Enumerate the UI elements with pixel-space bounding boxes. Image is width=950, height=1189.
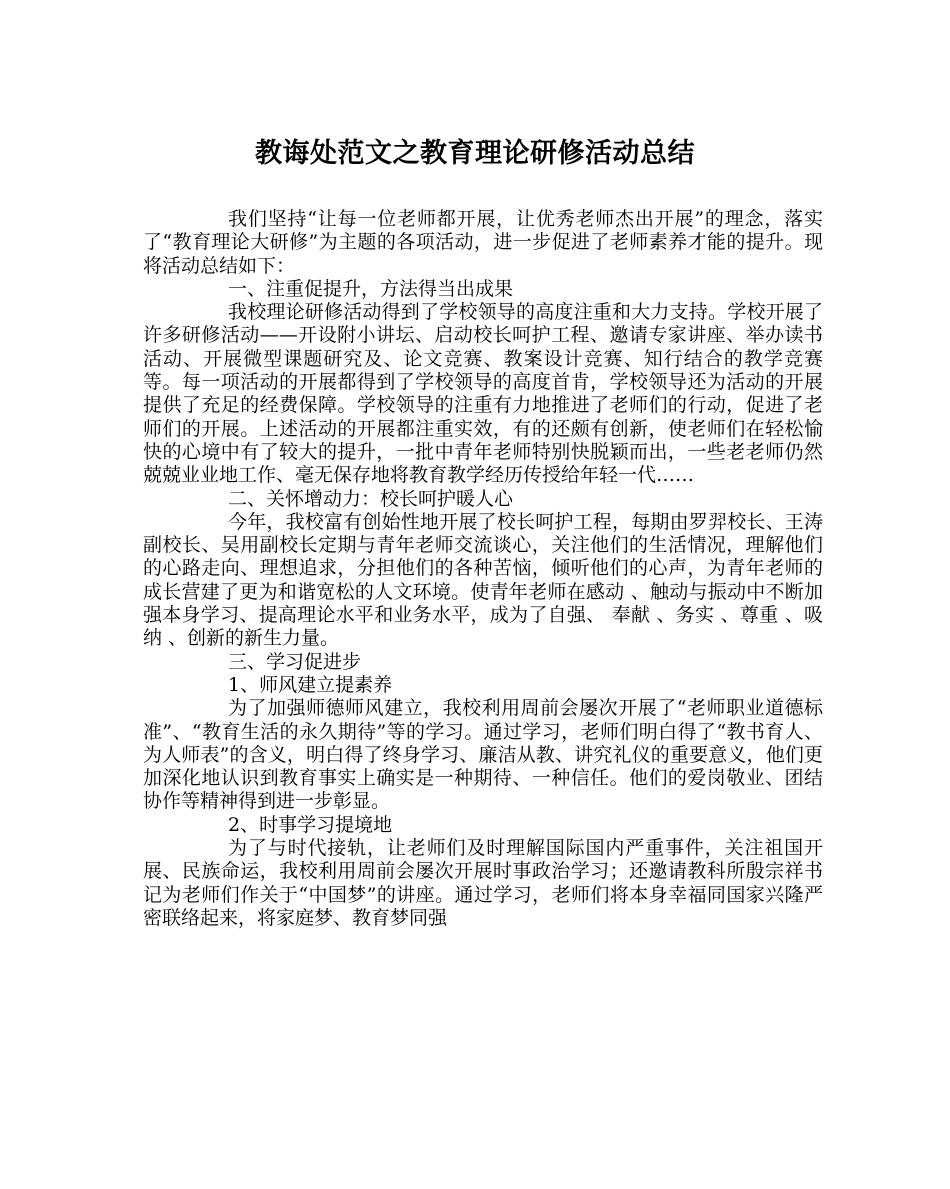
paragraph-subsection-3-1: 为了加强师德师风建立，我校利用周前会屡次开展了“老师职业道德标准”、“教育生活的永久期待”等的学习。通过学习，老师们明白得了“教书育人、为人师表”的含义，明白得了终身学习、廉洁从教、讲究礼仪的重要意义，他们更加深化地认识到教育事实上确实是一种期待、一种信任。他们的爱岗敬业、团结协作等精神得到进一步彰显。 [143, 697, 823, 813]
paragraph-section-1: 我校理论研修活动得到了学校领导的高度注重和大力支持。学校开展了许多研修活动——开设附小讲坛、启动校长呵护工程、邀请专家讲座、举办读书活动、开展微型课题研究及、论文竞赛、教案设计竞赛、知行结合的教学竞赛等。每一项活动的开展都得到了学校领导的高度首肯，学校领导还为活动的开展提供了充足的经费保障。学校领导的注重有力地推进了老师们的行动，促进了老师们的开展。上述活动的开展都注重实效，有的还颇有创新，使老师们在轻松愉快的心境中有了较大的提升，一批中青年老师特别快脱颖而出，一些老老师仍然兢兢业业地工作、毫无保存地将教育教学经历传授给年轻一代…… [143, 301, 823, 487]
subsection-heading-3-2: 2、时事学习提境地 [228, 813, 393, 836]
section-heading-1: 一、注重促提升，方法得当出成果 [228, 277, 514, 300]
document-body [143, 208, 823, 930]
paragraph-subsection-3-2: 为了与时代接轨，让老师们及时理解国际国内严重事件，关注祖国开展、民族命运，我校利用周前会屡次开展时事政治学习；还邀请教科所殷宗祥书记为老师们作关于“中国梦”的讲座。通过学习，老师们将本身幸福同国家兴隆严密联络起来，将家庭梦、教育梦同强 [143, 837, 823, 929]
paragraph-intro: 我们坚持“让每一位老师都开展，让优秀老师杰出开展”的理念，落实了“教育理论大研修”为主题的各项活动，进一步促进了老师素养才能的提升。现将活动总结如下： [143, 208, 823, 277]
section-heading-3: 三、学习促进步 [228, 650, 362, 673]
page-title: 教诲处范文之教育理论研修活动总结 [255, 138, 695, 169]
section-heading-2: 二、关怀增动力：校长呵护暖人心 [228, 487, 514, 510]
paragraph-section-2: 今年，我校富有创始性地开展了校长呵护工程，每期由罗羿校长、王涛副校长、吴用副校长定期与青年老师交流谈心，关注他们的生活情况，理解他们的心路走向、理想追求，分担他们的各种苦恼，倾听他们的心声，为青年老师的成长营建了更为和谐宽松的人文环境。使青年老师在感动 、触动与振动中不断加强本身学习、提高理论水平和业务水平，成为了自强、 奉献 、务实 、尊重 、吸纳 、创新的新生力量。 [143, 510, 823, 650]
subsection-heading-3-1: 1、师风建立提素养 [228, 673, 393, 696]
